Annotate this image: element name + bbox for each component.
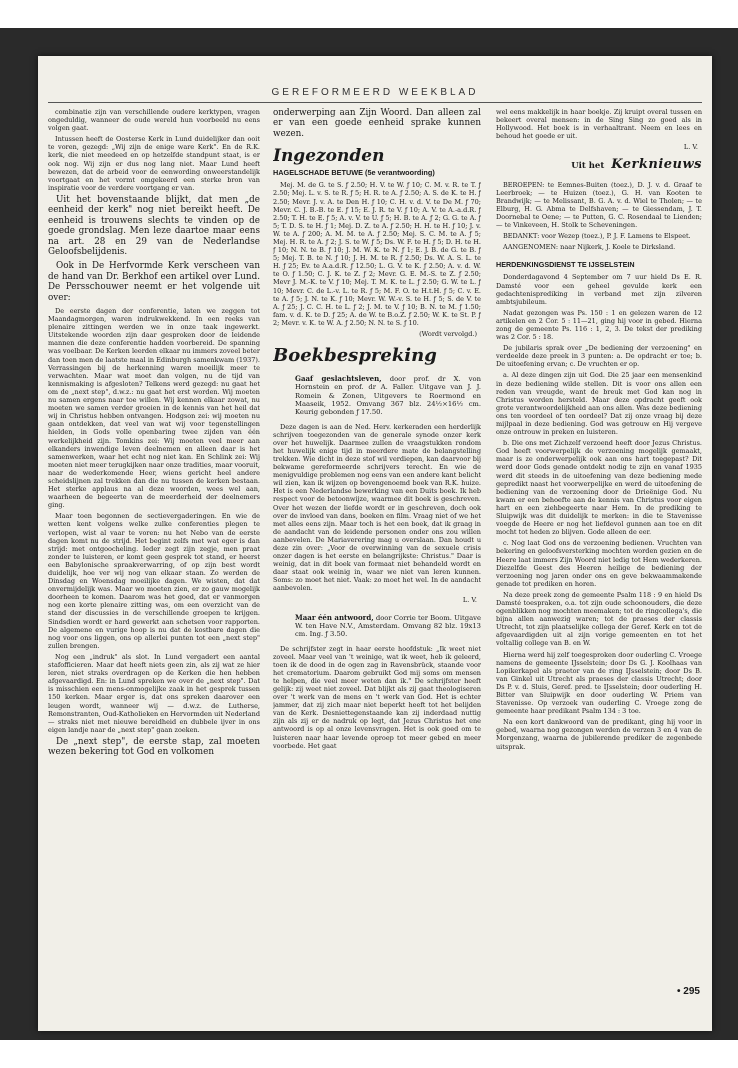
paragraph: Nadat gezongen was Ps. 150 : 1 en gelezen waren de 12 artikelen en 2 Cor. 5 : 11—21, ging hij voor in gebed. Hierna zong de gemeente Ps. 116 : 1, 2, 3. De tekst der prediking was 2 Cor. 5 : 18. — [496, 308, 702, 342]
announcement-bedankt: BEDANKT: voor Wezep (toez.), P. J. F. Lamens te Elspeet. — [503, 232, 691, 241]
book-details: door prof. dr X. von Hornstein en prof. dr A. Faller. Uitgave van J. J. Romein & Zonen, Uitgevers te Roermond en Maaseik, 1952. Omvang 367 blz. 24½×16½ cm. Keurig gebonden ƒ 17.50. — [295, 375, 481, 417]
book-entry — [295, 614, 481, 639]
paragraph: Donderdagavond 4 September om 7 uur hield Ds E. R. Damsté voor een geheel gevulde kerk een gedachtenisprediking in verband met zijn zilveren ambtsjubileum. — [496, 273, 702, 306]
paragraph: wel eens makkelijk in haar boekje. Zij kruipt overal tussen en bekeert overal mensen: in de Sing Sing zo goed als in Hollywood. Het boek is in verhaaltrant. Neem en lees en behoud het goede er uit. — [496, 108, 702, 141]
paragraph: combinatie zijn van verschillende oudere kerktypen, vragen ongeduldig, wanneer de oude wereld hun voorbeeld nu eens volgen gaat. — [48, 108, 260, 133]
donation-list: Mej. M. de G. te S. ƒ 2.50; H. V. te W. ƒ 10; C. M. v. R. te T. ƒ 2.50; Mej. L. v. S. te R. ƒ 5; H. R. te A. ƒ 2.50; A. S. de K. te H. ƒ 2.50; Mevr. J. v. A. te Den H. ƒ 10; C. H. v. d. V. te De M. ƒ 70; Mevr. C. J. B.-B. te E. ƒ 15; E. J. R. te V. ƒ 10; A. V. te A.-a.d.R. ƒ 2.50; T. H. te E. ƒ 5; A. v. V. te U. ƒ 5; H. B. te A. ƒ 2; G. G. te A. ƒ 5; T. D. S. te H. ƒ 1; Mej. D. Z. te A. ƒ 2.50; H. H. te H. ƒ 10; J. v. W. te A. ƒ 200; A. M. M. te A. ƒ 2.50; Mej. S. C. M. te A. ƒ 5; Mej. H. R. te A. ƒ 2; J. S. te W. ƒ 5; Ds. W. F. te H. ƒ 5; D. H. te H. ƒ 10; N. N. te B. ƒ 10; J. M. W. K. te N. ƒ 1; E. J. B. de G. te B. ƒ 5; Mej. T. B. te N. ƒ 10; J. H. M. te R. ƒ 2.50; Ds. W. A. S. L. te H. ƒ 25; Ev. te A.a.d.R. ƒ 12.50; L. G. V. te K. ƒ 2.50; A. v. d. W. te O. ƒ 1.50; C. J. K. te Z. ƒ 2; Mevr. G. E. M.-S. te Z. ƒ 2.50; Mevr J. M.-K. te V. ƒ 10; Mej. T. M. K. te L. ƒ 2.50; G. W. te L. ƒ 10; Mevr. C. de L.-v. L. te R. ƒ 5; M. F. O. te H.t.H. ƒ 5; C. v. E. te A. ƒ 5; J. N. te K. ƒ 10; Mevr. W. W.-v. S. te H. ƒ 5; S. de V. te A. ƒ 25; J. C. C. H. te L. ƒ 2; J. M. te V. ƒ 10; B. N. te M. ƒ 1.50; fam. v. d. K. te D. ƒ 25; A. de W. te B.o.Z. ƒ 2.50; W. K. te St. P. ƒ 2; Mevr. v. K. te W. A. ƒ 2.50; N. N. te S. ƒ 10. — [273, 181, 481, 327]
review-signature: L. V. — [683, 143, 698, 152]
subheading-herdenkingsdienst: HERDENKINGSDIENST TE IJSSELSTEIN — [496, 260, 635, 270]
book-title: Maar één antwoord, — [295, 612, 374, 622]
large-print-block — [273, 108, 481, 139]
page-number: • 295 — [677, 986, 700, 997]
paragraph: Hierna werd hij zelf toegesproken door ouderling C. Vroege namens de gemeente IJsselstein; door Ds G. J. Koolhaas van Lopikerkapel als praetor van de ring IJsselstein; door Ds B. van Ginkel uit Utrecht als praeses der classis Utrecht; door Ds P. v. d. Sluis, Geref. pred. te IJsselstein; door ouderling H. Bitter van Sluipwijk en door ouderling W. Priem van Stavenisse. Op verzoek van ouderling C. Vroege zong de gemeente haar predikant Psalm 134 : 3 toe. — [496, 650, 702, 716]
running-header: GEREFORMEERD WEEKBLAD — [271, 87, 479, 98]
book-details: door Corrie ter Boom. Uitgave W. ten Have N.V., Amsterdam. Omvang 82 blz. 19x13 cm. Ing. ƒ 3.50. — [295, 613, 481, 639]
column-right — [496, 108, 702, 1008]
quoted-paragraph: De eerste dagen der conferentie, laten we zeggen tot Maandagmorgen, waren indrukwekkend. In een reeks van plenaire zittingen werden we in onze taak ingewerkt. Uitstekende woorden zijn daar gesproken door de leidende mannen die deze conferentie hadden voorbereid. De spanning was voelbaar. De Kerken leerden elkaar nu immers zoveel beter dan toen men de laatste maal in Edinburgh samenkwam (1937). Verrassingen bij de herkenning waren moeilijk meer te verwachten. Maar wat moet dan volgen, nu de tijd van kennismaking is afgesloten? Telkens werd gezegd: nu gaat het om de „next step", d.w.z.: nu gaat het erst worden. Wij moeten nu samen ergens naar toe willen. Wij kennen elkaar zowat, nu moeten we samen verder groeien in de kennis van het heil dat wij in Christus hebben ontvangen. Hodgson zei: wij moeten nu gaan ontdekken, dat veel van wat wij voor tegenstellingen hielden, in Gods volle openbaring twee zijden van één werkelijkheid zijn. Tomkins zei: Wij moeten veel meer aan elkanders inwendige leven deelnemen en alleen daar is het samenwerken, waar het echt nog niet kan. En Schlink zei: Wij moeten niet meer terugkijken naar onze tradities, maar vooruit, naar de wederkomende Heer, wiens gericht heel andere scheidslijnen zal trekken dan die nu tussen de kerken bestaan. Het sterke applaus na al deze woorden, wees wel aan, waarheen de begeerte van de meerderheid der deelnemers ging. — [48, 307, 260, 510]
section-title-boekbespreking: Boekbespreking — [273, 345, 437, 367]
subheading-hagelschade: HAGELSCHADE BETUWE (5e verantwoording) — [273, 168, 435, 178]
column-title-prefix: Uit het — [571, 161, 605, 172]
review-signature: L. V. — [462, 595, 477, 604]
newspaper-page — [38, 56, 712, 1031]
paragraph: Na deze preek zong de gemeente Psalm 118 : 9 en hield Ds Damsté toespraken, o.a. tot zijn oude schoonouders, die deze ogenblikken nog mochten meemaken; tot de ringcollega's, die bijna allen aanwezig waren; tot de praeses der classis Utrecht, tot zijn plaatselijke collega der Geref. Kerk en tot de afgevaardigden uit al zijn vorige gemeenten en tot het voltallig college van B. en W. — [496, 590, 702, 648]
section-title-ingezonden: Ingezonden — [273, 146, 385, 167]
quoted-paragraph: Maar toen begonnen de sectievergaderingen. En wie de wetten kent volgens welke zulke conferenties plegen te verlopen, wist al vaar te voren: nu het Nebo van de eerste dagen komt nu de strijd. Het begint zelfs met wat eger is dan strijd: met ontgoocheling. Ieder zegt zijn zegje, men praat zonder te luisteren, er komt geen gesprek tot stand, er heerst een Babylonische spraakverwarring, of op zijn best wordt duidelijk, hoe ver wij nog van elkaar staan. Zo werden de Dinsdag en Woensdag moeilijke dagen. We wisten, dat dat onvermijdelijk was. Maar wo moeten zien, er zo gauw mogelijk doorheen te komen. Daarom was het goed, dat er vanmorgen nog een korte plenaire zitting was, om een overzicht van de stand der discussies in de verschillende groepen te krijgen. Sindsdien wordt er hard gewerkt aan schetsen voor rapporten. De algemene en vurige hoop is nu dat de kostbare dagen die nog voor ons liggen, ons op allerlei punten tot een „next step" zullen brengen. — [48, 512, 260, 650]
large-print-block — [48, 195, 260, 303]
announcement-aangenomen: AANGENOMEN: naar Nijkerk, J. Koele te Dirksland. — [503, 243, 676, 252]
column-middle — [273, 108, 481, 1008]
book-entry — [295, 375, 481, 416]
paragraph: Ook in De Herfvormde Kerk verscheen van de hand van Dr. Berkhof een artikel over Lund. De Persschouwer neemt er het volgende uit over: — [48, 261, 260, 303]
paragraph: a. Al deze dingen zijn uit God. Die 25 jaar een mensenkind in deze bediening wilde stellen. Dit is voor ons allen een reden van vreugde, want de breuk met God kan nog in Christus worden hersteld. Maar deze opdracht geeft ook grote verantwoordelijkheid aan ons allen. Was deze bediening ons ten voordeel of ten oordeel? Dat zij onze vraag bij deze mijlpaal in deze bediening. God was getrouw en Hij vergeve onze ontrouw in preken en luisteren. — [496, 371, 702, 437]
paragraph: De jubilaris sprak over „De bediening der verzoening" en verdeelde deze preek in 3 punten: a. De opdracht er toe; b. De uitoefening ervan; c. De vruchten er op. — [496, 344, 702, 369]
review-paragraph: De schrijfster zegt in haar eerste hoofdstuk: „Ik weet niet zoveel. Maar veel van 't weinige, wat ik weet, heb ik geleerd, toen ik de dood in de ogen zag in Ravensbrück, staande voor het crematorium. Daarom gebruikt God mij soms om mensen te helpen, die veel meer weten dan ik." De schrijfster heeft gelijk: zij weet niet zoveel. Dat blijkt als zij gaat theologiseren over 't werk van de mens en 't werk van God. Het is echter jammer, dat zij zich maar niet beperkt heeft tot het belijden van de Kerk. Desniettegenstaande kan zij inderdaad nuttig zijn als zij er de nadruk op legt, dat Jezus Christus het ene antwoord is op al onze levensvragen. Het is ook goed om te luisteren naar haar levende oproep tot meer gebed en meer voorbede. Het gaat — [273, 644, 481, 750]
announcement-beroepen: BEROEPEN: te Eemnes-Buiten (toez.), D. J. v. d. Graaf te Leerbroek; — te Huizen (toez.), G. H. van Kooten te Brandwijk; — te Melissant, B. G. A. v. d. Wiel te Tholen; — te Elburg, H. G. Abma te Delfshaven; — te Giessendam, J. T. Doornebal te Oene; — te Putten, G. C. Rosendaal te Lienden; — te Vinkeveen, H. Stolk te Scheveningen. — [496, 180, 702, 230]
paragraph: Uit het bovenstaande blijkt, dat men „de eenheid der kerk" nog niet bereikt heeft. De eenheid is trouwens slechts te vinden op de goede grondslag. Men leze daartoe maar eens na art. 28 en 29 van de Nederlandse Geloofsbelijdenis. — [48, 194, 260, 257]
paragraph: onderwerping aan Zijn Woord. Dan alleen zal er van een goede eenheid sprake kunnen wezen. — [273, 108, 481, 139]
paragraph: b. Die ons met Zichzelf verzoend heeft door Jezus Christus. God heeft voorwerpelijk de verzoening mogelijk gemaakt, maar is ze onderwerpelijk ook aan ons hart toegepast? Dit werd door Gods genade ontdekt nodig te zijn en vanaf 1935 werd dit steeds in de uitoefening van deze bediening mede gepredikt naast het voorwerpelijke en werd de uitoefening de bediening van de verzoening door de Drieënige God. Nu kwam er een behoefte aan de kennis van Christus voor eigen hart en een ziehbegeerte naar Hem. In de prediking te Sluipwijk was dit duidelijk te merken: in die te Stavenisse voegde de Heere er nog het liefdevol gunnen aan toe en dit mocht tot heden zo blijven. Gode alleen de eer. — [496, 439, 702, 537]
header-rule — [48, 102, 702, 103]
large-print-block — [48, 737, 260, 758]
review-paragraph: Deze dagen is aan de Ned. Herv. kerkeraden een herderlijk schrijven toegezonden van de generale synode onzer kerk over het huwelijk. Daarmee zullen de vraagstukken rondom het huwelijk enige tijd in meerdere mate de belangstelling trekken. Wie dicht in deze stof wil verdiepen, kan daarvoor bij bekwame gereformeerde schrijvers terecht. En wie de menigvuldige problemen nog eens van een andere kant belicht wil zien, kan ik wijzen op bovengenoemd boek van R.K. huize. Het is een Nederlandse bewerking van een Duits boek. Ik heb respect voor de betoonwijze, waarmee dit boek is geschreven. Over het wezen der liefde wordt er in geschreven, doch ook over de invloed van dans, boeken en film. Vraag niet of we het met alles eens zijn. Maar toch is het een boek, dat ik graag in de aandacht van de leidende personen onder ons zou willen aanbevelen. De Mariaverering mag u overslaan. Dan houdt u deze zin over: „Voor de overwinning van de sexuele crisis onzer dagen is het eerste en belangrijkste: Christus." Daar is weinig, dat in dit boek van formaat niet behandeld wordt en daar staat ook weinig in, waar we niet van leren kunnen. Soms: zo moet het niet. Vaak: zo moet het wel. In de aandacht aanbevolen. — [273, 422, 481, 593]
column-title-kerknieuws — [496, 157, 702, 173]
paragraph: De „next step", de eerste stap, zal moeten wezen bekering tot God en volkomen — [48, 736, 260, 758]
book-title: Gaaf geslachtsleven, — [295, 374, 382, 384]
quoted-paragraph: Nog een „indruk" als slot. In Lund vergadert een aantal stafofficieren. Maar dat heeft niets geen zin, als zij wat ze hier leren, niet straks overdragen op de Kerken die hen hebben afgevaardigd. En: in Lund spreken we over de „next step". Dat is misschien een mens-onmogelijke zaak in het gesprek tussen 150 kerken. Maar erger is, dat ons spreken daarover een leugen wordt, wanneer wij — d.w.z. de Lutherse, Remonstranten, Oud-Katholieken en Hervormden uit Nederland — straks niet met nieuwe bereidheid en dubbele ijver in ons eigen landje naar de „next step" gaan zoeken. — [48, 652, 260, 734]
continued-note: (Wordt vervolgd.) — [419, 330, 477, 338]
paragraph: Intussen heeft de Oosterse Kerk in Lund duidelijker dan ooit te voren, gezegd: „Wij zijn de enige ware Kerk". En de R.K. kerk, die niet meedeed en op hetzelfde standpunt staat, is er ook nog. Wij zijn er dus nog lang niet. Maar Lund heeft bewezen, dat de arbeid voor de eenwording onweerstandelijk voortgaat en het vormt omgekeerd een sterke bron van inspiratie voor de verdere voortgang er van. — [48, 135, 260, 192]
column-title-fancy: Kerknieuws — [611, 157, 702, 173]
column-left — [48, 108, 260, 1008]
paragraph: Na een kort dankwoord van de predikant, ging hij voor in gebed, waarna nog gezongen werden de verzen 3 en 4 van de Morgenzang, waarna de jubilerende prediker de zegenbede uitsprak. — [496, 718, 702, 751]
paragraph: c. Nog laat God ons de verzoening bedienen. Vruchten van bekering en geloofsversterking mochten worden gezien en de Heere laat immers Zijn Woord niet ledig tot Hem wederkeren. Diezelfde Geest des Heeren heilige de bediening der verzoening nog jaren onder ons en geve bekwaammakende genade tot prediken en horen. — [496, 539, 702, 588]
